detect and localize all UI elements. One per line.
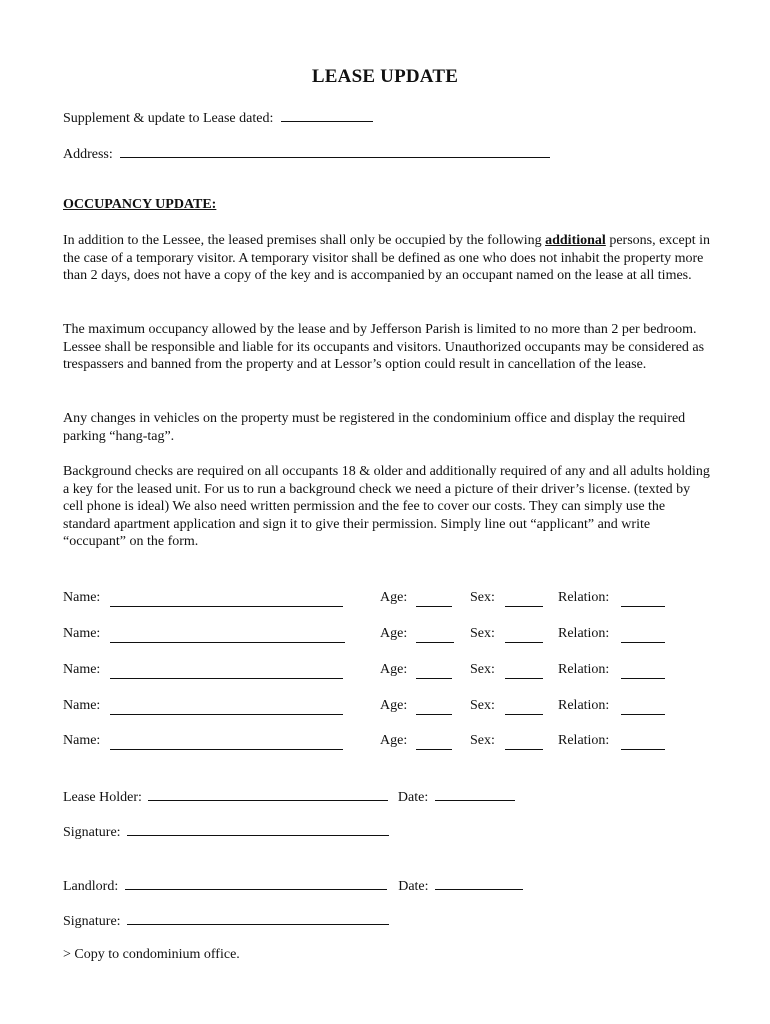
lease-holder-line xyxy=(63,786,515,807)
name-field[interactable] xyxy=(110,664,343,679)
sex-field[interactable] xyxy=(505,735,543,750)
address-line xyxy=(63,143,550,164)
paragraph-1-end: persons, except in the case of a temporary visitor. A temporary visitor shall be defined as one who does not inhabit the property more than 2 days, does not have a copy of the key and is accompanied by an occupant named on the lease at all times. xyxy=(63,233,711,284)
age-label: Age: xyxy=(380,626,408,641)
lease-dated-line xyxy=(63,107,373,128)
background-check-paragraph: Background checks are required on all occupants 18 & older and additionally required of any and all adults holding a key for the leased unit. For us to run a background check we need a picture of their driver’s license. (texted by cell phone is ideal) We also need written permission and the fee to cover our costs. They can simply use the standard apartment application and sign it to give their permission. Simply line out “applicant” and write “occupant” on the form. xyxy=(63,464,710,550)
age-label: Age: xyxy=(380,590,408,605)
name-label: Name: xyxy=(63,733,101,748)
max-occupancy-paragraph: The maximum occupancy allowed by the lease and by Jefferson Parish is limited to no more than 2 per bedroom. Lessee shall be responsible and liable for its occupants and visitors. Unauthorized occupants may be considered as trespassers and banned from the property and at Lessor’s option could result in cancellation of the lease. xyxy=(63,322,705,373)
sex-label: Sex: xyxy=(470,698,495,713)
signature-label: Signature: xyxy=(63,825,121,840)
sex-label: Sex: xyxy=(470,626,495,641)
document-title: LEASE UPDATE xyxy=(311,66,459,87)
relation-label: Relation: xyxy=(558,733,610,748)
lease-holder-signature-field[interactable] xyxy=(127,821,389,836)
age-label: Age: xyxy=(380,733,408,748)
sex-field[interactable] xyxy=(505,664,543,679)
landlord-signature-field[interactable] xyxy=(127,910,389,925)
paragraph-1-start: In addition to the Lessee, the leased premises shall only be occupied by the following xyxy=(63,233,546,248)
landlord-signature-line xyxy=(63,910,389,931)
name-label: Name: xyxy=(63,590,101,605)
sex-label: Sex: xyxy=(470,590,495,605)
age-field[interactable] xyxy=(416,592,452,607)
relation-field[interactable] xyxy=(621,664,665,679)
name-label: Name: xyxy=(63,662,101,677)
age-label: Age: xyxy=(380,662,408,677)
sex-label: Sex: xyxy=(470,662,495,677)
relation-field[interactable] xyxy=(621,700,665,715)
relation-label: Relation: xyxy=(558,662,610,677)
name-label: Name: xyxy=(63,698,101,713)
relation-field[interactable] xyxy=(621,628,665,643)
landlord-date-field[interactable] xyxy=(435,875,523,890)
address-label: Address: xyxy=(63,147,113,162)
lease-holder-date-label: Date: xyxy=(397,790,429,805)
age-field[interactable] xyxy=(416,664,452,679)
lease-holder-field[interactable] xyxy=(148,786,388,801)
sex-field[interactable] xyxy=(505,700,543,715)
occupant-row xyxy=(63,589,703,607)
occupant-row xyxy=(63,732,703,750)
relation-label: Relation: xyxy=(558,698,610,713)
occupant-row xyxy=(63,661,703,679)
relation-field[interactable] xyxy=(621,592,665,607)
name-field[interactable] xyxy=(110,628,345,643)
occupancy-heading: OCCUPANCY UPDATE: xyxy=(63,197,217,212)
signature-label: Signature: xyxy=(63,914,121,929)
name-field[interactable] xyxy=(110,592,343,607)
age-field[interactable] xyxy=(416,700,452,715)
lease-holder-signature-line xyxy=(63,821,389,842)
relation-field[interactable] xyxy=(621,735,665,750)
age-field[interactable] xyxy=(416,735,452,750)
age-field[interactable] xyxy=(416,628,454,643)
relation-label: Relation: xyxy=(558,590,610,605)
landlord-field[interactable] xyxy=(125,875,387,890)
sex-field[interactable] xyxy=(505,592,543,607)
landlord-date-label: Date: xyxy=(398,879,429,894)
copy-note: > Copy to condominium office. xyxy=(63,947,240,962)
lease-holder-date-field[interactable] xyxy=(435,786,515,801)
additional-emphasis: additional xyxy=(545,233,606,248)
name-label: Name: xyxy=(63,626,101,641)
landlord-label: Landlord: xyxy=(63,879,119,894)
relation-label: Relation: xyxy=(558,626,610,641)
name-field[interactable] xyxy=(110,735,343,750)
lease-date-field[interactable] xyxy=(281,107,373,122)
age-label: Age: xyxy=(380,698,408,713)
sex-field[interactable] xyxy=(505,628,543,643)
sex-label: Sex: xyxy=(470,733,495,748)
occupant-row xyxy=(63,625,703,643)
lease-dated-label: Supplement & update to Lease dated: xyxy=(63,111,274,126)
lease-holder-label: Lease Holder: xyxy=(63,790,142,805)
address-field[interactable] xyxy=(120,143,550,158)
occupancy-paragraph xyxy=(63,232,713,285)
name-field[interactable] xyxy=(110,700,343,715)
occupant-row xyxy=(63,697,703,715)
landlord-line xyxy=(63,875,523,896)
vehicles-paragraph: Any changes in vehicles on the property must be registered in the condominium office and display the required parking “hang-tag”. xyxy=(63,411,686,444)
